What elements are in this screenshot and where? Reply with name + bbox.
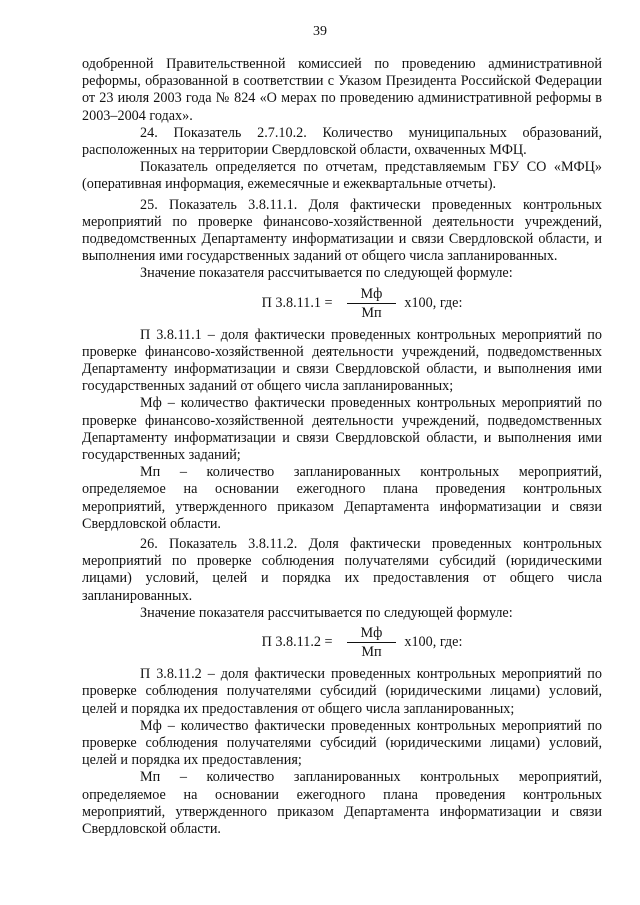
formula-1-numerator: Мф — [347, 286, 397, 304]
paragraph-formula-intro-1: Значение показателя рассчитывается по следующей формуле: — [140, 265, 513, 282]
formula-2-lhs: П 3.8.11.2 = — [261, 633, 333, 650]
paragraph-indicator-25: 25. Показатель 3.8.11.1. Доля фактически проведенных контрольных мероприятий по проверке финансово-хозяйственной деятельности учреждений, подведомственных Департаменту информатизации и связи Свердловской области, и выполнения ими государственных заданий от общего числа запланированных. — [82, 196, 602, 265]
paragraph-definition-mp-1: Мп – количество запланированных контрольных мероприятий, определяемое на основании ежегодного плана проведения контрольных мероприятий, утвержденного приказом Департамента информатизации и связи Свердловской области. — [82, 464, 602, 532]
formula-1-lhs: П 3.8.11.1 = — [261, 294, 333, 311]
paragraph-formula-intro-2: Значение показателя рассчитывается по следующей формуле: — [140, 604, 513, 621]
paragraph-definition-mf-2: Мф – количество фактически проведенных контрольных мероприятий по проверке соблюдения получателями субсидий (юридическими лицами) условий, целей и порядка их предоставления; — [82, 717, 602, 769]
paragraph-indicator-24-source: Показатель определяется по отчетам, представляемым ГБУ СО «МФЦ» (оперативная информация, ежемесячные и ежеквартальные отчеты). — [82, 159, 602, 193]
formula-2-fraction — [347, 625, 397, 660]
paragraph-definition-mf-1: Мф – количество фактически проведенных контрольных мероприятий по проверке финансово-хозяйственной деятельности учреждений, подведомственных Департаменту информатизации и связи Свердловской области, и выполнения ими государственных заданий; — [82, 395, 602, 464]
paragraph-definition-p-3-8-11-2: П 3.8.11.2 – доля фактически проведенных контрольных мероприятий по проверке соблюдения получателями субсидий (юридическими лицами) условий, целей и порядка их предоставления от общего числа запланированных; — [82, 666, 602, 717]
document-body — [82, 56, 602, 838]
formula-1-rhs: х100, где: — [404, 294, 463, 311]
formula-1-denominator: Мп — [361, 304, 382, 321]
page-number: 39 — [313, 24, 327, 39]
formula-1-fraction — [347, 286, 397, 321]
paragraph-definition-p-3-8-11-1: П 3.8.11.1 – доля фактически проведенных контрольных мероприятий по проверке финансово-хозяйственной деятельности учреждений, подведомственных Департаменту информатизации и связи Свердловской области, и выполнения ими государственных заданий от общего числа запланированных; — [82, 326, 602, 395]
formula-1 — [82, 286, 602, 321]
formula-2 — [82, 625, 602, 660]
paragraph-indicator-24: 24. Показатель 2.7.10.2. Количество муниципальных образований, расположенных на территории Свердловской области, охваченных МФЦ. — [82, 124, 602, 159]
formula-2-denominator: Мп — [361, 644, 382, 661]
paragraph-continuation: одобренной Правительственной комиссией по проведению административной реформы, образованной в соответствии с Указом Президента Российской Федерации от 23 июля 2003 года № 824 «О мерах по проведению административной реформы в 2003–2004 годах». — [82, 56, 602, 124]
paragraph-indicator-26: 26. Показатель 3.8.11.2. Доля фактически проведенных контрольных мероприятий по проверке соблюдения получателями субсидий (юридическими лицами) условий, целей и порядка их предоставления от общего числа запланированных. — [82, 536, 602, 604]
formula-2-numerator: Мф — [347, 625, 397, 643]
paragraph-definition-mp-2: Мп – количество запланированных контрольных мероприятий, определяемое на основании ежегодного плана проведения контрольных мероприятий, утвержденного приказом Департамента информатизации и связи Свердловской области. — [82, 769, 602, 837]
formula-2-rhs: х100, где: — [404, 633, 463, 650]
